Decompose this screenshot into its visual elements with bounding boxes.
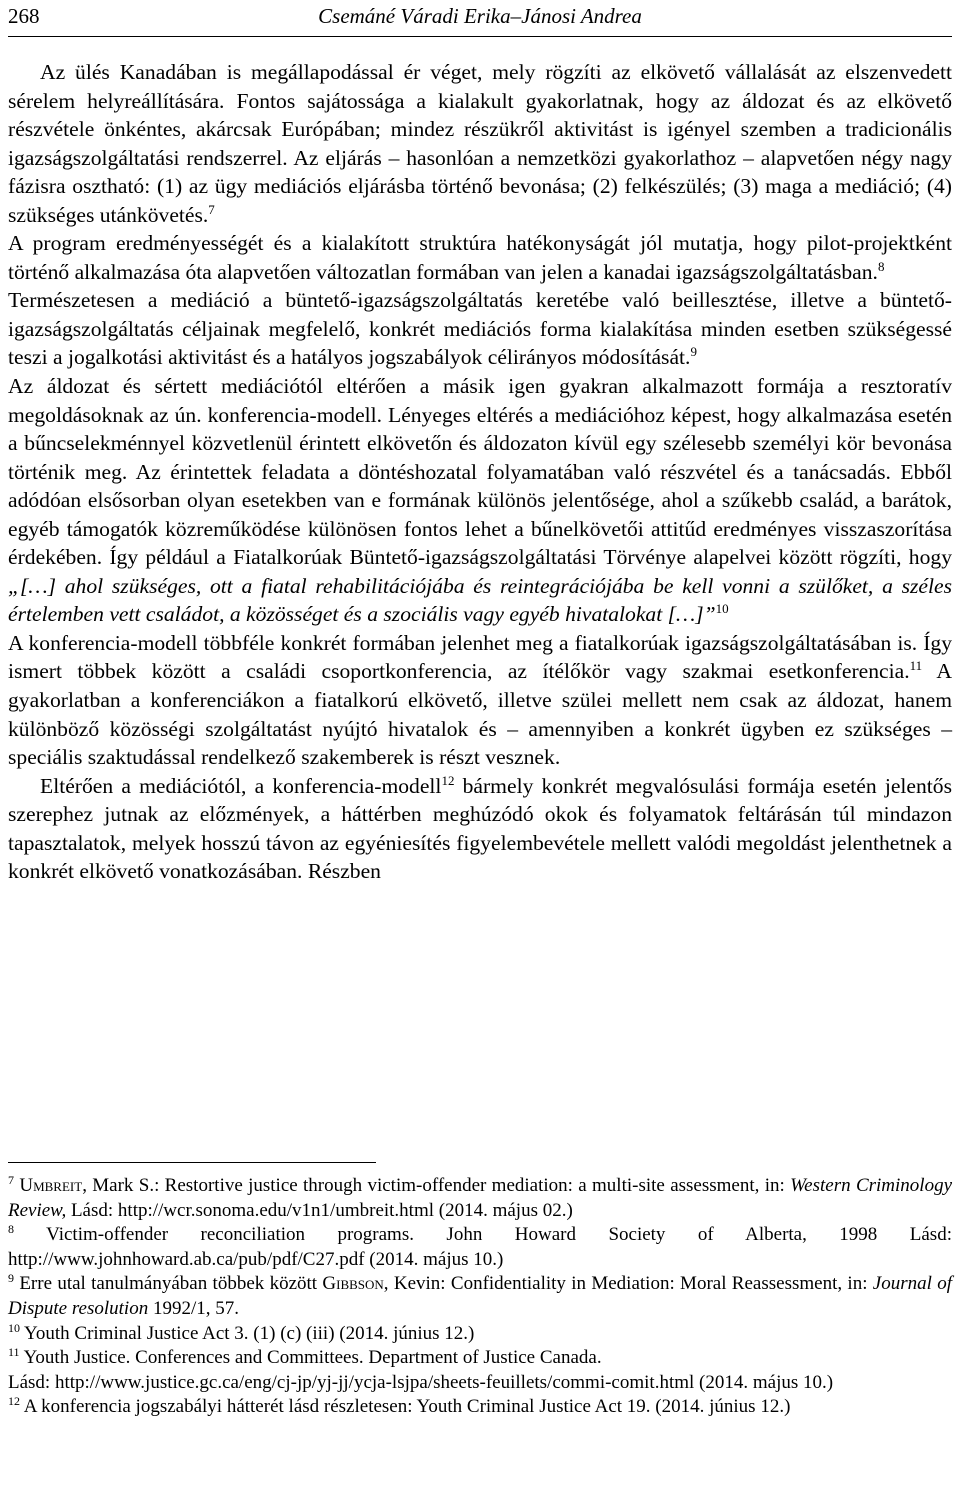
paragraph-1: Az ülés Kanadában is megállapodással ér véget, mely rögzíti az elkövető vállalását az elszenvedett sérelem helyreállítására. Fontos sajátossága a kialakult gyakorlatnak, hogy az áldozat és az elkövető részvétele önkéntes, akárcsak Európában; mindez részükről aktivitást is igényel szemben a tradicionális igazságszolgáltatási rendszerrel. Az eljárás – hasonlóan a nemzetközi gyakorlathoz – alapvetően négy nagy fázisra osztható: (1) az ügy mediációs eljárásba történő bevonása; (2) felkészülés; (3) maga a mediáció; (4) szükséges utánkövetés.$^7$ <box>8 60 952 227</box>
footnote-11: $^{11}$ Youth Justice. Conferences and Committees. Department of Justice Canada. <box>8 1345 602 1369</box>
paragraph-5: A konferencia-modell többféle konkrét formában jelenhet meg a fiatalkorúak igazságszolgáltatásában is. Így ismert többek között a családi csoportkonferencia, az ítélőkör vagy szakmai esetkonferencia.$^{11}$ A gyakorlatban a konferenciákon a fiatalkorú elkövető, illetve szülei mellett nem csak az áldozat, hanem különböző közösségi szolgáltatást nyújtó hivatalok és – amennyiben a konkrét ügyben ez szükséges – speciális szaktudással rendelkező szakemberek is részt vesznek. <box>8 630 952 770</box>
law-quote: „[…] ahol szükséges, ott a fiatal rehabilitációjába és reintegrációjába be kell vonni a szülőket, a széles értelemben vett családot, a közösséget és a szociális vagy egyéb hivatalokat […]” <box>8 573 952 627</box>
footnote-8: $^8$ Victim-offender reconciliation programs. John Howard Society of Alberta, 1998 Lásd: http://www.johnhoward.ab.ca/pub/pdf/C27.pdf (2014. május 10.) <box>8 1222 952 1270</box>
footnote-ref-12[interactable]: 12 <box>441 772 455 788</box>
body-text <box>8 58 952 886</box>
footnote-ref-9[interactable]: 9 <box>690 344 697 360</box>
footnote-9: $^9$ Erre utal tanulmányában többek között Gibbson, Kevin: Confidentiality in Mediation: Moral Reassessment, in: Journal of Dispute resolution 1992/1, 57. <box>8 1271 953 1319</box>
paragraph-2: A program eredményességét és a kialakított struktúra hatékonyságát jól mutatja, hogy pilot-projektként történő alkalmazása óta alapvetően változatlan formában van jelen a kanadai igazságszolgáltatásban.$^8$ <box>8 231 952 284</box>
page-header <box>8 0 952 37</box>
footnote-10: $^{10}$ Youth Criminal Justice Act 3. (1) (c) (iii) (2014. június 12.) <box>8 1320 475 1344</box>
running-title: Csemáné Váradi Erika–Jánosi Andrea <box>318 4 642 28</box>
footnote-7: $^7$ Umbreit, Mark S.: Restortive justice through victim-offender mediation: a multi-site assessment, in: Western Criminology Review, Lásd: http://wcr.sonoma.edu/v1n1/umbreit.html (2014. május 02.) <box>8 1173 952 1221</box>
page-number: 268 <box>8 4 40 28</box>
paragraph-6: Eltérően a mediációtól, a konferencia-modell$^{12}$ bármely konkrét megvalósulási formája esetén jelentős szerephez jutnak az előzmények, a háttérben meghúzódó okok és folyamatok feltárásán túl mindazon tapasztalatok, melyek hosszú távon az egyéniesítés figyelembevétele mellett valódi megoldást jelenthetnek a konkrét elkövető vonatkozásában. Részben <box>8 772 953 884</box>
footnote-ref-8[interactable]: 8 <box>877 258 885 274</box>
footnote-12: $^{12}$ A konferencia jogszabályi hátterét lásd részletesen: Youth Criminal Justice Act 19. (2014. június 12.) <box>8 1394 791 1418</box>
footnote-ref-11[interactable]: 11 <box>909 658 923 674</box>
footnote-separator <box>8 1162 376 1163</box>
footnotes <box>8 1174 952 1420</box>
paragraph-4: Az áldozat és sértett mediációtól eltérően a másik igen gyakran alkalmazott formája a resztoratív megoldásoknak az ún. konferencia-modell. Lényeges eltérés a mediációhoz képest, hogy alkalmazása esetén a bűncselekménnyel közvetlenül érintett elkövetőn és áldozaton kívül egy szélesebb személyi kör bevonása történik meg. Az érintettek feladata a döntéshozatal folyamatában való részvétel és a tanácsadás. Ebből adódóan elsősorban olyan esetekben van e formának különös jelentősége, ahol a szűkebb család, a barátok, egyéb támogatók közreműködése különösen fontos lehet a bűnelkövetői attitűd eredményes visszaszorítása érdekében. Így például a Fiatalkorúak Büntető-igazságszolgáltatási Törvénye alapelvei között rögzíti, hogy „[…] ahol szükséges, ott a fiatal rehabilitációjába és reintegrációjába be kell vonni a szülőket, a széles értelemben vett családot, a közösséget és a szociális vagy egyéb hivatalokat […]”$^{10}$ <box>8 374 952 627</box>
footnote-11-link: Lásd: http://www.justice.gc.ca/eng/cj-jp/yj-jj/ycja-lsjpa/sheets-feuillets/commi-comit.html (2014. május 10.) <box>8 1371 834 1393</box>
footnote-ref-7[interactable]: 7 <box>208 201 215 217</box>
footnote-ref-10[interactable]: 10 <box>715 601 729 617</box>
paragraph-3: Természetesen a mediáció a büntető-igazságszolgáltatás keretébe való beillesztése, illetve a büntető-igazságszolgáltatás céljainak megfelelő, konkrét mediációs forma kialakítása minden esetben szükségessé teszi a jogalkotási aktivitást és a hatályos jogszabályok célirányos módosítását.$^9$ <box>8 288 952 370</box>
